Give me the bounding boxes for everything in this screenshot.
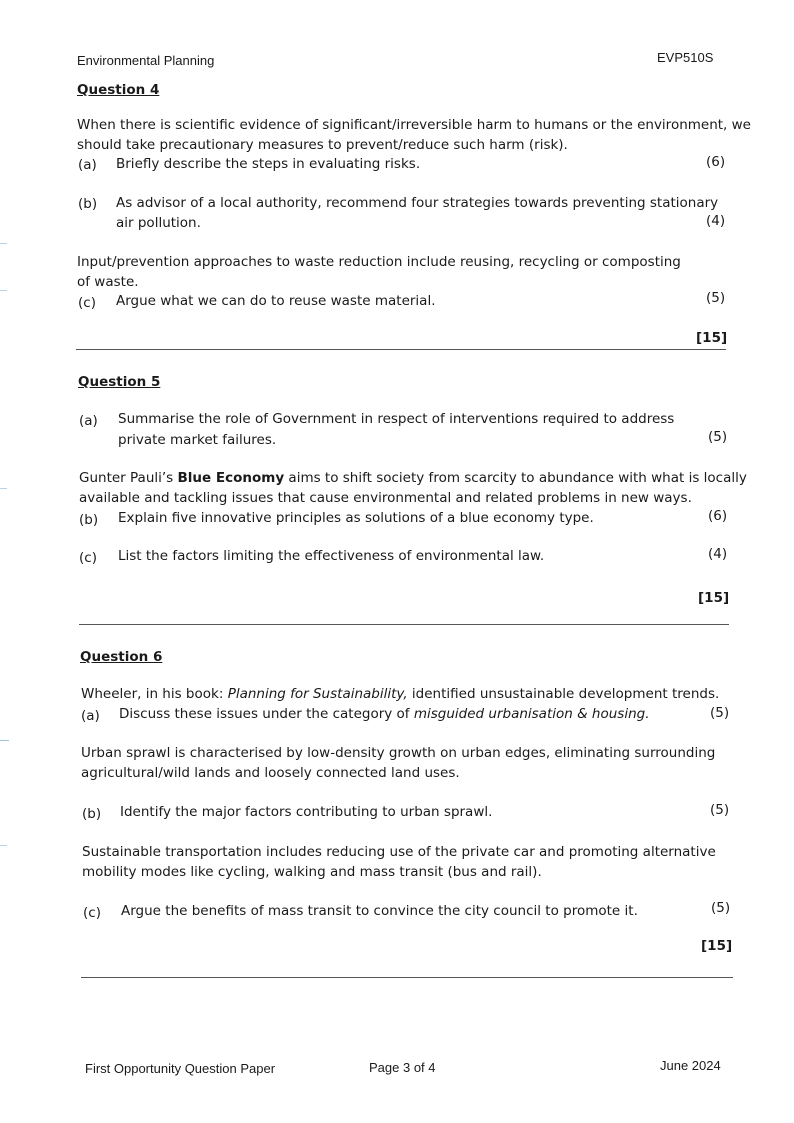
q4b-marks: (4)	[706, 213, 726, 229]
q6-intro2-line1: Urban sprawl is characterised by low-density growth on urban edges, eliminating surrounding	[81, 745, 716, 761]
q4-intro-line1: When there is scientific evidence of significant/irreversible harm to humans or the environment, we	[77, 117, 751, 133]
q4-intro-line2: should take precautionary measures to prevent/reduce such harm (risk).	[77, 137, 568, 153]
q4a-marks: (6)	[706, 154, 726, 170]
q6-intro-line1: Wheeler, in his book: Planning for Sustainability, identified unsustainable development trends.	[81, 686, 720, 702]
q6b-marks: (5)	[710, 802, 730, 818]
q4-intro2-line1: Input/prevention approaches to waste reduction include reusing, recycling or composting	[77, 254, 681, 270]
scan-mark	[0, 740, 9, 741]
question-6-title: Question 6	[80, 649, 163, 665]
q5c-text: List the factors limiting the effectiveness of environmental law.	[118, 548, 545, 564]
q4b-text-line1: As advisor of a local authority, recommend four strategies towards preventing stationary	[116, 195, 719, 211]
q6b-text: Identify the major factors contributing to urban sprawl.	[120, 804, 493, 820]
q4b-label: (b)	[78, 196, 98, 212]
scan-mark	[0, 290, 7, 291]
footer-paper-type: First Opportunity Question Paper	[85, 1061, 276, 1076]
q6c-label: (c)	[83, 905, 101, 921]
category-term: misguided urbanisation & housing.	[413, 706, 650, 722]
q5-total-marks: [15]	[698, 590, 730, 606]
q6-divider	[81, 977, 733, 978]
q5-divider	[79, 624, 729, 625]
scan-mark	[0, 488, 7, 489]
q4a-label: (a)	[78, 157, 97, 173]
q5-intro-line1: Gunter Pauli’s Blue Economy aims to shift society from scarcity to abundance with what is locally	[79, 470, 747, 486]
q5-intro-line2: available and tackling issues that cause environmental and related problems in new ways.	[79, 490, 692, 506]
q6-intro3-line2: mobility modes like cycling, walking and mass transit (bus and rail).	[82, 864, 542, 880]
q5c-marks: (4)	[708, 546, 728, 562]
q6-intro3-line1: Sustainable transportation includes reducing use of the private car and promoting alternative	[82, 844, 716, 860]
q4c-text: Argue what we can do to reuse waste material.	[116, 293, 436, 309]
blue-economy-term: Blue Economy	[177, 470, 285, 486]
book-title: Planning for Sustainability,	[227, 686, 408, 702]
q5b-text: Explain five innovative principles as solutions of a blue economy type.	[118, 510, 594, 526]
q5a-label: (a)	[79, 413, 98, 429]
q6a-marks: (5)	[710, 705, 730, 721]
q6-intro2-line2: agricultural/wild lands and loosely connected land uses.	[81, 765, 460, 781]
footer-page-number: Page 3 of 4	[369, 1060, 436, 1075]
q6c-marks: (5)	[711, 900, 731, 916]
scan-mark	[0, 845, 7, 846]
question-4-title: Question 4	[77, 82, 160, 98]
q4c-label: (c)	[78, 295, 96, 311]
q4-intro2-line2: of waste.	[77, 274, 139, 290]
q5a-text-line1: Summarise the role of Government in respect of interventions required to address	[118, 411, 675, 427]
q6c-text: Argue the benefits of mass transit to convince the city council to promote it.	[121, 903, 638, 919]
q6a-text: Discuss these issues under the category of misguided urbanisation & housing.	[119, 706, 650, 722]
q4b-text-line2: air pollution.	[116, 215, 201, 231]
footer-date: June 2024	[660, 1058, 721, 1073]
scan-mark	[0, 243, 7, 244]
q4c-marks: (5)	[706, 290, 726, 306]
q5b-label: (b)	[79, 512, 99, 528]
q6-total-marks: [15]	[701, 938, 733, 954]
q5a-marks: (5)	[708, 429, 728, 445]
q4a-text: Briefly describe the steps in evaluating risks.	[116, 156, 421, 172]
q6a-label: (a)	[81, 708, 100, 724]
q5c-label: (c)	[79, 550, 97, 566]
q4-total-marks: [15]	[696, 330, 728, 346]
q4-divider	[76, 349, 726, 350]
header-course-name: Environmental Planning	[77, 53, 215, 68]
q5a-text-line2: private market failures.	[118, 432, 277, 448]
question-5-title: Question 5	[78, 374, 161, 390]
q5b-marks: (6)	[708, 508, 728, 524]
header-course-code: EVP510S	[657, 50, 714, 65]
q6b-label: (b)	[82, 806, 102, 822]
